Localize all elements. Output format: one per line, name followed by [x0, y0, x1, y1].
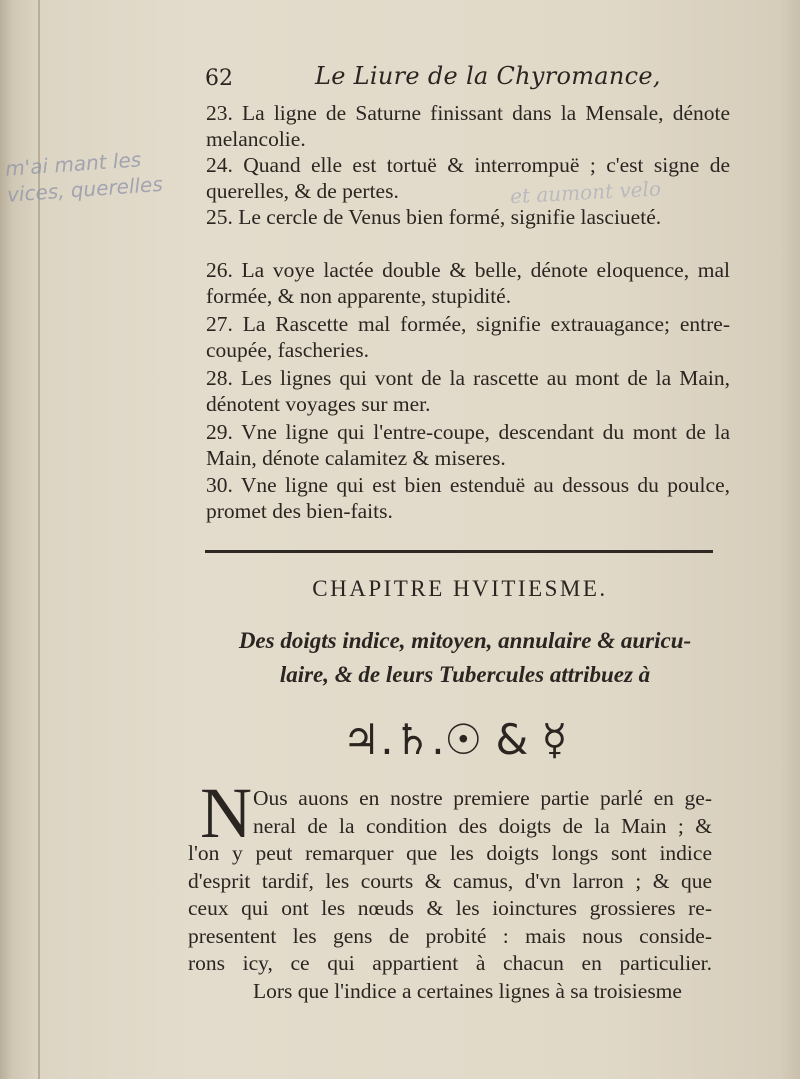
list-item-30: 30. Vne ligne qui est bien estenduë au dessous du poulce, promet des bien-faits. [206, 473, 730, 523]
body-line: rons icy, ce qui appartient à chacun en particulier. [188, 951, 712, 975]
running-title: Le Liure de la Chyromance, [315, 62, 661, 90]
list-item-28: 28. Les lignes qui vont de la rascette au mont de la Main, dénotent voyages sur mer. [206, 366, 730, 416]
list-item-25: 25. Le cercle de Venus bien formé, signifie lasciueté. [206, 205, 662, 229]
list-item-26: 26. La voye lactée double & belle, dénote eloquence, mal formée, & non apparente, stupidité. [206, 258, 730, 308]
chapter-body [188, 785, 712, 1005]
list-item-24: 24. Quand elle est tortuë & interrompuë ; c'est signe de querelles, & de pertes. [206, 153, 730, 203]
faint-handwritten-note: et aumont velo [509, 176, 662, 209]
chapter-subtitle [195, 624, 735, 692]
drop-cap: N [200, 773, 252, 853]
planet-symbols [290, 712, 620, 764]
list-item-23: 23. La ligne de Saturne finissant dans la Mensale, dénote melancolie. [206, 101, 730, 151]
body-line: neral de la condition des doigts de la Main ; & [253, 813, 712, 838]
body-line: l'on y peut remarquer que les doigts longs sont indice [188, 841, 712, 865]
list-item-27: 27. La Rascette mal formée, signifie extrauagance; entre-coupée, fascheries. [206, 312, 730, 362]
body-line: d'esprit tardif, les courts & camus, d'vn larron ; & que [188, 868, 712, 893]
section-divider [205, 550, 713, 553]
planet-symbols-text: ♃.♄.☉ & ☿ [342, 715, 568, 764]
list-item-29: 29. Vne ligne qui l'entre-coupe, descendant du mont de la Main, dénote calamitez & miseres. [206, 420, 730, 470]
body-line: presentent les gens de probité : mais nous conside- [188, 923, 712, 948]
page-number: 62 [205, 66, 233, 91]
body-line: Lors que l'indice a certaines lignes à sa troisiesme [253, 978, 682, 1003]
chapter-subtitle-line-2: laire, & de leurs Tubercules attribuez à [279, 662, 651, 687]
handwritten-margin-note: m'ai mant les vices, querelles [4, 147, 164, 207]
chapter-title: CHAPITRE HVITIESME. [312, 576, 608, 601]
body-line: ceux qui ont les nœuds & les ioinctures grossieres re- [188, 896, 712, 920]
page-header [170, 62, 750, 98]
chapter-subtitle-line-1: Des doigts indice, mitoyen, annulaire & auricu- [238, 628, 692, 653]
body-line: Ous auons en nostre premiere partie parlé en ge- [253, 786, 712, 810]
